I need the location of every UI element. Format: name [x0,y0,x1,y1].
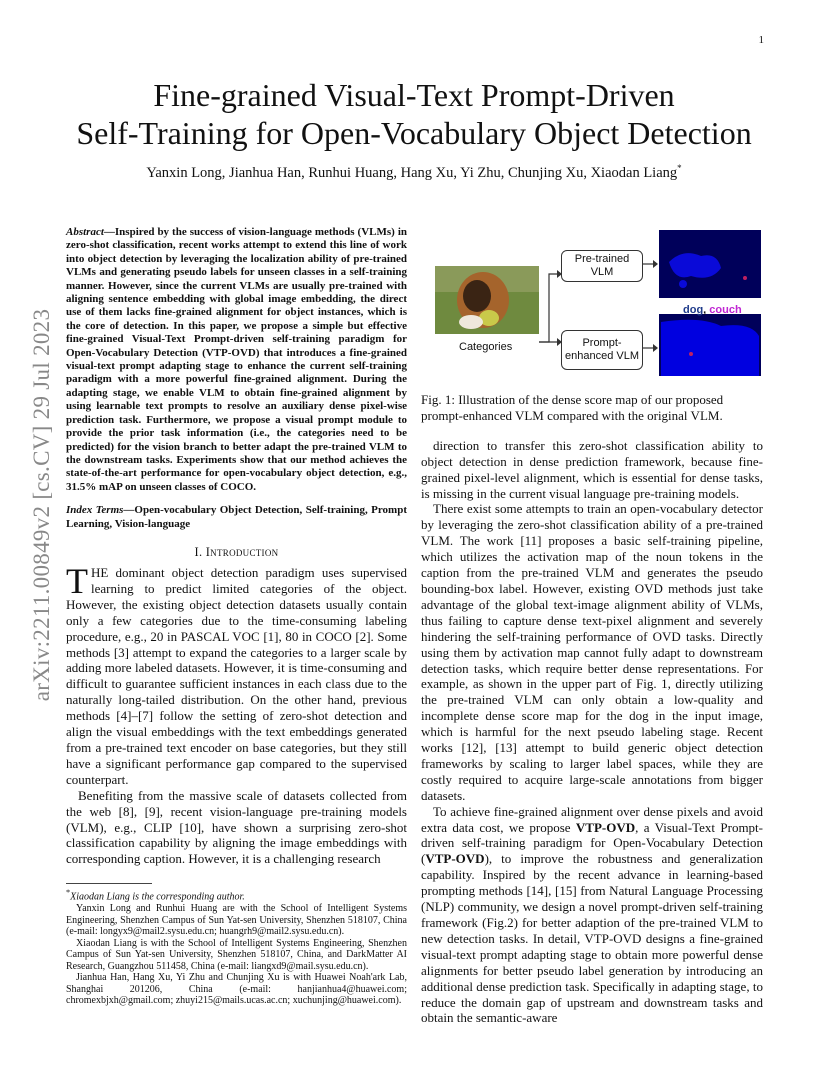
authors-text: Yanxin Long, Jianhua Han, Runhui Huang, Hang Xu, Yi Zhu, Chunjing Xu, Xiaodan Liang [146,164,678,181]
corresponding-mark: * [677,163,682,173]
detected-classes-label [683,303,742,317]
drop-cap: T [66,561,88,602]
index-terms [66,504,407,531]
footnote-affiliation-3: Jianhua Han, Hang Xu, Yi Zhu and Chunjing Xu is with Huawei Noah'ark Lab, Shanghai 201206, China (e-mail: hanjianhua4@huawei.com; chromexbjxh@gmail.com; zhuyi215@mails.ucas.ac.cn; xuchunjing@huawei.com). [66,972,407,1007]
right-paragraph-3 [421,804,763,1027]
right-p3-vtp-ovd-2: VTP-OVD [425,851,485,867]
title-line-1: Fine-grained Visual-Text Prompt-Driven [153,77,675,113]
right-column [421,226,763,1026]
footnote-corresponding: *Xiaodan Liang is the corresponding author. [66,888,245,903]
right-paragraph-2: There exist some attempts to train an open-vocabulary detector by leveraging the zero-shot classification ability of a pre-trained VLM. The work [11] proposes a basic self-training pipeline, which utilizes the activation map of the noun tokens in the caption from the pre-trained VLM and generates the pseudo bounding-box label. However, existing OVD methods just take advantage of the global text-image alignment ability of VLMs, thus failing to capture dense text-pixel alignment and severely hindering the self-training performance of OVD tasks. Directly using them by activation map cannot fully adapt to downstream detection tasks, which require better dense representations. For example, as shown in the upper part of Fig. 1, directly utilizing the pre-trained VLM can only obtain a low-quality and incomplete dense score map for the dog in the input image, which is harmful for the next pseudo labeling stage. Recent works [12], [13] attempt to build generic object detection frameworks by scaling to larger label spaces, while they are costly required to acquire large-scale annotations from bigger datasets. [421,501,763,803]
class-dog: dog [683,304,704,316]
footnote-affiliation-1: Yanxin Long and Runhui Huang are with the School of Intelligent Systems Engineering, Shenzhen Campus of Sun Yat-sen University, Shenzhen 518107, China (e-mail: longyx9@mail2.sysu.edu.cn; huangrh9@mail2.sysu.edu.cn). [66,903,407,938]
right-p3-part-c: , a Visual-Text Prompt-driven self-training paradigm for Open-Vocabulary Detection ( [421,819,764,867]
footnote-corresponding-text: Xiaodan Liang is the corresponding author. [70,891,245,903]
right-p3-part-e: ), to improve the robustness and generalization capability. Inspired by the recent advance in learning-based prompting methods [14], [15] from Natural Language Processing (NLP) community, we design a novel prompt-driven self-training framework (Fig.2) for better adaption of the pre-trained VLM to new detection tasks. In detail, VTP-OVD designs a fine-grained visual-text prompt adapting stage to obtain more powerful dense alignments for better pseudo label generation by introducing an additional dense prediction task. Specifically in adapting stage, to reduce the domain gap of upstream and downstream tasks and obtain the semantic-aware [421,851,763,1026]
intro-paragraph-1 [66,561,407,788]
figure-1 [421,226,763,378]
class-separator: , [703,304,710,316]
score-map-pretrained [659,230,761,298]
intro-paragraph-2: Benefiting from the massive scale of datasets collected from the web [8], [9], recent vision-language pre-training models (VLM), e.g., CLIP [10], have shown a surprising zero-shot classification capability by aligning the image embeddings with corresponding caption. However, it is a challenging research [66,787,407,867]
class-couch: couch [709,304,742,316]
abstract-label: Abstract [66,226,104,238]
author-list [60,163,768,182]
index-terms-label: Index Terms [66,504,124,517]
abstract-text: —Inspired by the success of vision-language methods (VLMs) in zero-shot classification, recent works attempt to extend this line of work into object detection by leveraging the localization ability of pre-trained VLMs and generating pseudo labels for unseen classes in a self-training manner. However, since the current VLMs are usually pre-trained with aligning sentence embedding with global image embedding, the direct use of them lacks fine-grained alignment for object instances, which is the core of detection. In this paper, we propose a simple but effective fine-grained Visual-Text Prompt-driven self-training paradigm for Open-Vocabulary Detection (VTP-OVD) that introduces a fine-grained visual-text prompt adapting stage to enhance the current self-training paradigm with a more powerful fine-grained alignment. During the adapting stage, we enable VLM to obtain fine-grained alignment by using learnable text prompts to resolve an auxiliary dense pixel-wise prediction task. Furthermore, we propose a visual prompt module to provide the prior task information (i.e., the categories need to be predicted) for the vision branch to better adapt the pre-trained VLM to the downstream tasks. Experiments show that our method achieves the state-of-the-art performance for open-vocabulary object detection, e.g., 31.5% mAP on unseen classes of COCO. [66,226,407,493]
arxiv-id: arXiv:2211.00849v2 [cs.CV] 29 Jul 2023 [29,308,54,702]
right-p3-part-a: To achieve fine-grained alignment over dense pixels and avoid extra data cost, we propose [421,803,763,835]
prompt-enhanced-vlm-box: Prompt-enhanced VLM [561,330,643,370]
left-column [66,226,407,1007]
arxiv-stamp [22,295,62,715]
page-number: 1 [758,34,764,46]
intro-paragraph-1-text: HE dominant object detection paradigm uses supervised learning to predict limited categories of the object. However, the existing object detection datasets usually contain only a few categories due to the time-consuming labeling procedure, e.g., 20 in PASCAL VOC [1], 80 in COCO [2]. Some methods [3] attempt to expand the categories to a larger scale by adding more labeled datasets. However, it is time-consuming and difficult to guarantee sufficient instances in each class due to the naturally long-tailed distribution. On the other hand, previous methods [4]–[7] follow the setting of zero-shot detection and align the visual embeddings with the text embeddings generated from a pre-trained text encoder on base categories, but they still have a significant performance gap compared to the supervised counterpart. [66,565,407,787]
footnote-rule [66,883,152,884]
score-map-prompt [659,314,761,376]
figure-1-caption: Fig. 1: Illustration of the dense score map of our proposed prompt-enhanced VLM compared with the original VLM. [421,392,724,423]
footnote-affiliation-2: Xiaodan Liang is with the School of Intelligent Systems Engineering, Shenzhen Campus of Sun Yat-sen University, Shenzhen 518107, China, and DarkMatter AI Research, Guangzhou 511458, China (e-mail: liangxd9@mail.sysu.edu.cn). [66,937,407,972]
right-paragraph-1: direction to transfer this zero-shot classification ability to object detection in dense prediction framework, because fine-grained pixel-level alignment, which is essential for dense tasks, is missing in the current visual language pre-training models. [421,437,763,501]
section-heading-introduction: I. Introduction [194,544,279,559]
index-terms-text: —Open-vocabulary Object Detection, Self-training, Prompt Learning, Vision-language [66,504,407,530]
pretrained-vlm-box: Pre-trained VLM [561,250,643,282]
dog-image [435,266,539,334]
paper-title [60,76,768,152]
categories-label: Categories [459,341,513,353]
title-line-2: Self-Training for Open-Vocabulary Object Detection [76,115,752,151]
right-p3-vtp-ovd: VTP-OVD [575,819,636,835]
abstract [66,226,407,494]
